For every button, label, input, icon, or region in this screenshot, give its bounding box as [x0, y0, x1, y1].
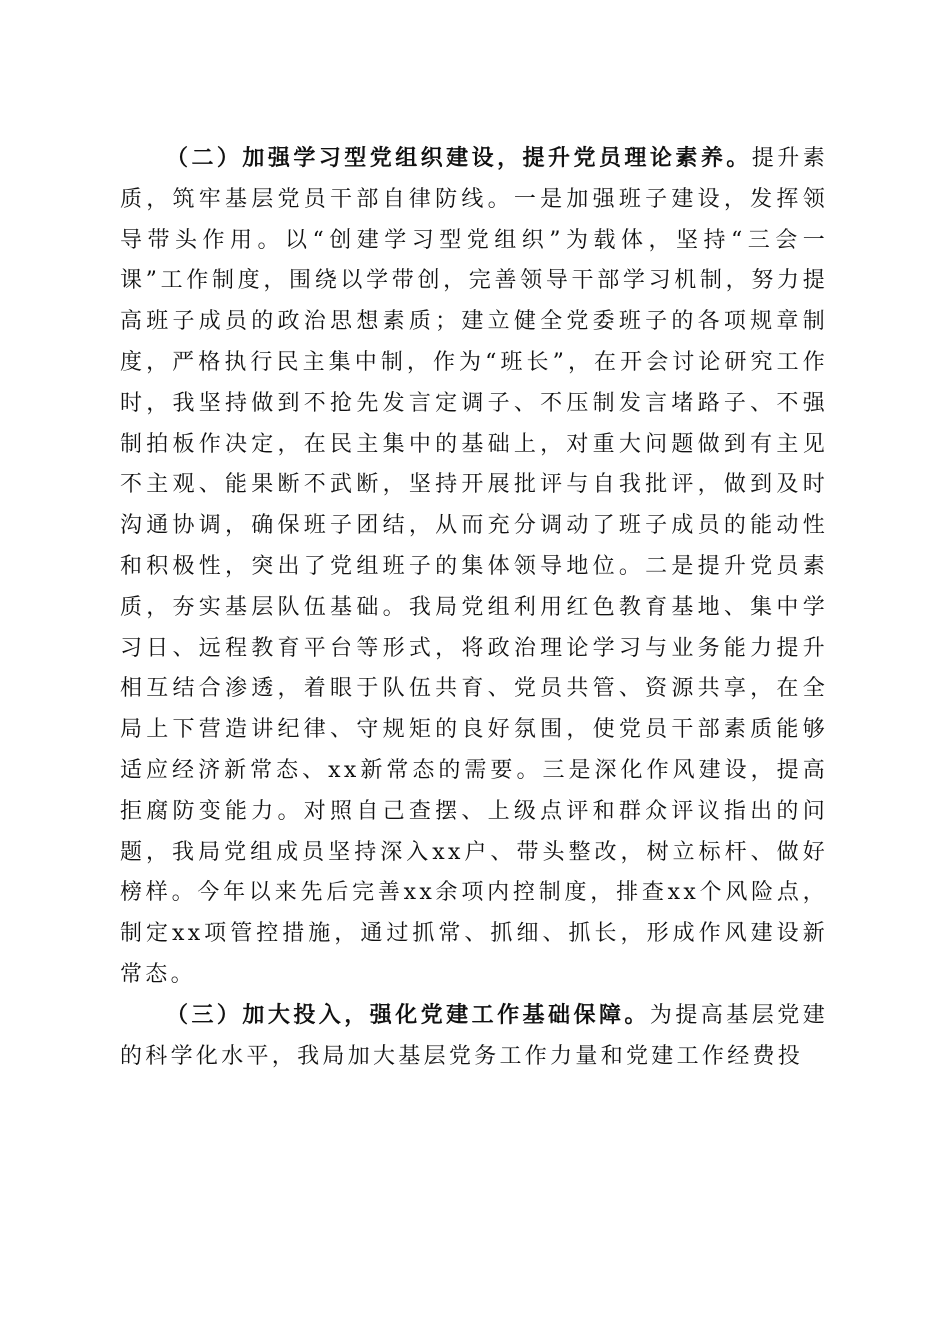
body-text — [120, 139, 828, 1077]
paragraph-2 — [120, 139, 828, 996]
paragraph-body: 提升素质，筑牢基层党员干部自律防线。一是加强班子建设，发挥领导带头作用。以“创建学习型党组织”为载体，坚持“三会一课”工作制度，围绕以学带创，完善领导干部学习机制，努力提高班子成员的政治思想素质；建立健全党委班子的各项规章制度，严格执行民主集中制，作为“班长”，在开会讨论研究工作时，我坚持做到不抢先发言定调子、不压制发言堵路子、不强制拍板作决定，在民主集中的基础上，对重大问题做到有主见不主观、能果断不武断，坚持开展批评与自我批评，做到及时沟通协调，确保班子团结，从而充分调动了班子成员的能动性和积极性，突出了党组班子的集体领导地位。二是提升党员素质，夯实基层队伍基础。我局党组利用红色教育基地、集中学习日、远程教育平台等形式，将政治理论学习与业务能力提升相互结合渗透，着眼于队伍共育、党员共管、资源共享，在全局上下营造讲纪律、守规矩的良好氛围，使党员干部素质能够适应经济新常态、xx新常态的需要。三是深化作风建设，提高拒腐防变能力。对照自己查摆、上级点评和群众评议指出的问题，我局党组成员坚持深入xx户、带头整改，树立标杆、做好榜样。今年以来先后完善xx余项内控制度，排查xx个风险点，制定xx项管控措施，通过抓常、抓细、抓长，形成作风建设新常态。 — [120, 146, 829, 987]
paragraph-heading: （三）加大投入，强化党建工作基础保障。 — [166, 1002, 650, 1028]
paragraph-heading: （二）加强学习型党组织建设，提升党员理论素养。 — [166, 146, 752, 171]
paragraph-body: 为提高基层党建的科学化水平，我局加大基层党务工作力量和党建工作经费投 — [120, 1002, 828, 1069]
paragraph-3 — [120, 996, 828, 1078]
